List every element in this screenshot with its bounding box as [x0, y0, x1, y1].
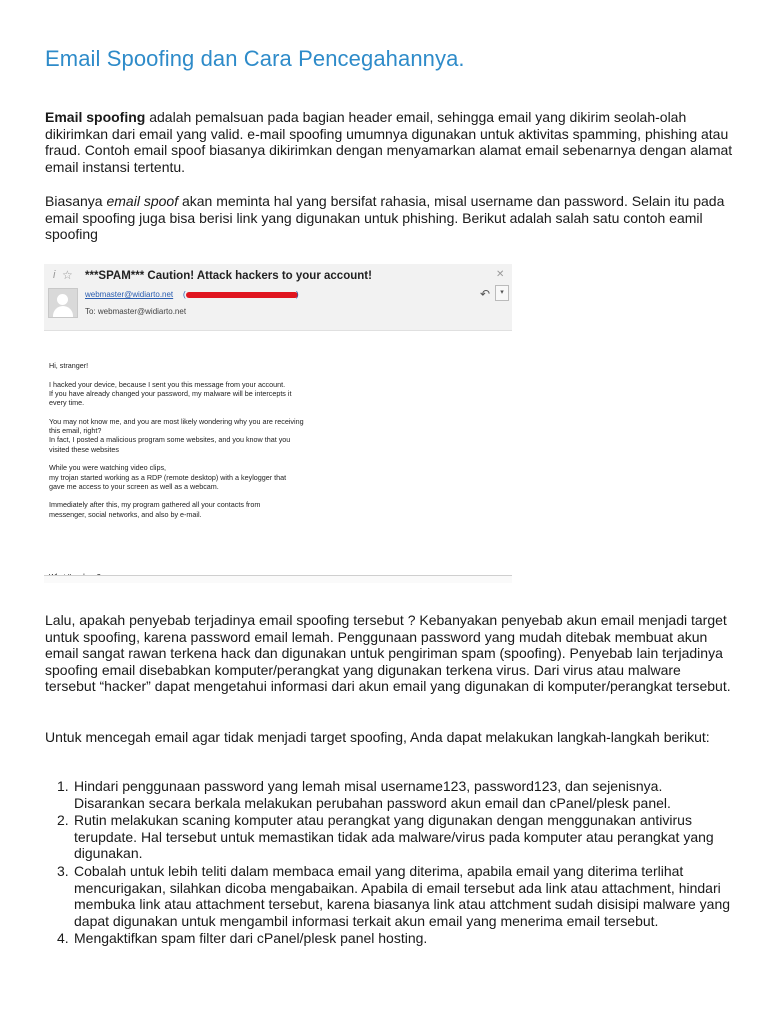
star-icon: ☆ — [62, 268, 73, 282]
list-item — [45, 778, 735, 811]
list-number: 2. — [57, 812, 69, 829]
email-header — [44, 264, 512, 331]
list-item — [45, 812, 735, 862]
email-from: webmaster@widiarto.net — [85, 290, 174, 299]
email-body-gap — [49, 454, 349, 463]
email-screenshot — [44, 264, 512, 583]
cause-paragraph: Lalu, apakah penyebab terjadinya email spoofing tersebut ? Kebanyakan penyebab akun email menjadi target untuk spoofing, karena password email lemah. Penggunaan password yang mudah ditebak membuat akun email sangat rawan terkena hack dan digunakan untuk pengiriman spam (spoofing). Penyebab lain terjadinya spoofing email disebabkan komputer/perangkat yang digunakan terkena virus. Dari virus atau malware tersebut “hacker” dapat mengetahui informasi dari akun email yang digunakan di komputer/perangkat tersebut. — [45, 612, 731, 695]
email-body-gap — [49, 407, 349, 416]
email-body-line: this email, right? — [49, 426, 102, 436]
paren-open: ( — [183, 290, 186, 299]
close-icon: ✕ — [496, 269, 505, 280]
email-body-line: You may not know me, and you are most likely wondering why you are receiving — [49, 416, 304, 426]
prevention-steps — [45, 778, 735, 948]
info-icon: i — [53, 269, 56, 281]
list-number: 1. — [57, 778, 69, 794]
email-body-line: gave me access to your screen as well as a webcam. — [49, 481, 219, 491]
email-body-line: I hacked your device, because I sent you this message from your account. — [49, 379, 286, 389]
email-body-line: While you were watching video clips, — [49, 463, 167, 473]
spoof-lead: Biasanya — [45, 193, 107, 209]
more-dropdown-icon: ▾ — [495, 285, 509, 301]
email-body-line: visited these websites — [49, 444, 119, 454]
redaction-mark — [186, 292, 298, 298]
avatar — [48, 288, 78, 318]
spoof-italic: email spoof — [106, 193, 179, 209]
email-body-gap — [49, 491, 349, 500]
email-to: To: webmaster@widiarto.net — [85, 307, 187, 316]
email-body-line: If you have already changed your password, my malware will be intercepts it — [49, 388, 292, 398]
list-number: 3. — [57, 862, 69, 879]
term-bold: Email spoofing — [45, 109, 146, 125]
prevention-intro: Untuk mencegah email agar tidak menjadi target spoofing, Anda dapat melakukan langkah-langkah berikut: — [45, 729, 710, 745]
email-body-line: every time. — [49, 398, 85, 408]
email-body-gap — [49, 370, 349, 379]
list-text: Hindari penggunaan password yang lemah misal username123, password123, dan sejenisnya. Disarankan secara berkala melakukan perubahan password akun email dan cPanel/plesk panel. — [74, 778, 671, 811]
list-item — [45, 930, 735, 947]
spoof-paragraph — [45, 193, 735, 243]
email-body — [49, 361, 349, 519]
list-text: Mengaktifkan spam filter dari cPanel/plesk panel hosting. — [74, 930, 428, 947]
reply-icon: ↶ — [480, 287, 491, 301]
email-bottom-edge — [44, 575, 512, 583]
list-item — [45, 863, 735, 929]
list-text: Rutin melakukan scaning komputer atau perangkat yang digunakan dengan menggunakan antivirus terupdate. Hal tersebut untuk memastikan tidak ada malware/virus pada komputer atau perangkat yang digunakan. — [74, 812, 714, 862]
email-body-line: messenger, social networks, and also by e-mail. — [49, 509, 202, 519]
page-title: Email Spoofing dan Cara Pencegahannya. — [45, 46, 465, 71]
email-subject: ***SPAM*** Caution! Attack hackers to your account! — [85, 270, 372, 282]
list-text: Cobalah untuk lebih teliti dalam membaca email yang diterima, apabila email yang diterima terlihat mencurigakan, silahkan dicoba mengabaikan. Apabila di email tersebut ada link atau attachment, hindari membuka link atau attachment tersebut, karena biasanya link atau attchment sudah disisipi malware yang dapat digunakan untuk mengambil informasi terkait akun email yang menerima email tersebut. — [74, 862, 731, 929]
intro-text: adalah pemalsuan pada bagian header email, sehingga email yang dikirim seolah-olah dikirimkan dari email yang valid. e-mail spoofing umumnya digunakan untuk aktivitas spamming, phishing atau fraud. Contoh email spoof biasanya dikirimkan dengan menyamarkan alamat email sebenarnya dengan alamat email instansi tertentu. — [45, 109, 733, 175]
email-body-line: In fact, I posted a malicious program some websites, and you know that you — [49, 435, 291, 445]
intro-paragraph — [45, 109, 735, 175]
list-number: 4. — [57, 930, 69, 947]
email-body-line: my trojan started working as a RDP (remote desktop) with a keylogger that — [49, 472, 287, 482]
spoof-text: akan meminta hal yang bersifat rahasia, misal username dan password. Selain itu pada email spoofing juga bisa berisi link yang digunakan untuk phishing. Berikut adalah salah satu contoh eamil spoofing — [45, 193, 725, 243]
email-body-line: Hi, stranger! — [49, 361, 89, 370]
paren-close: ) — [296, 290, 299, 299]
email-body-line: Immediately after this, my program gathered all your contacts from — [49, 500, 261, 510]
